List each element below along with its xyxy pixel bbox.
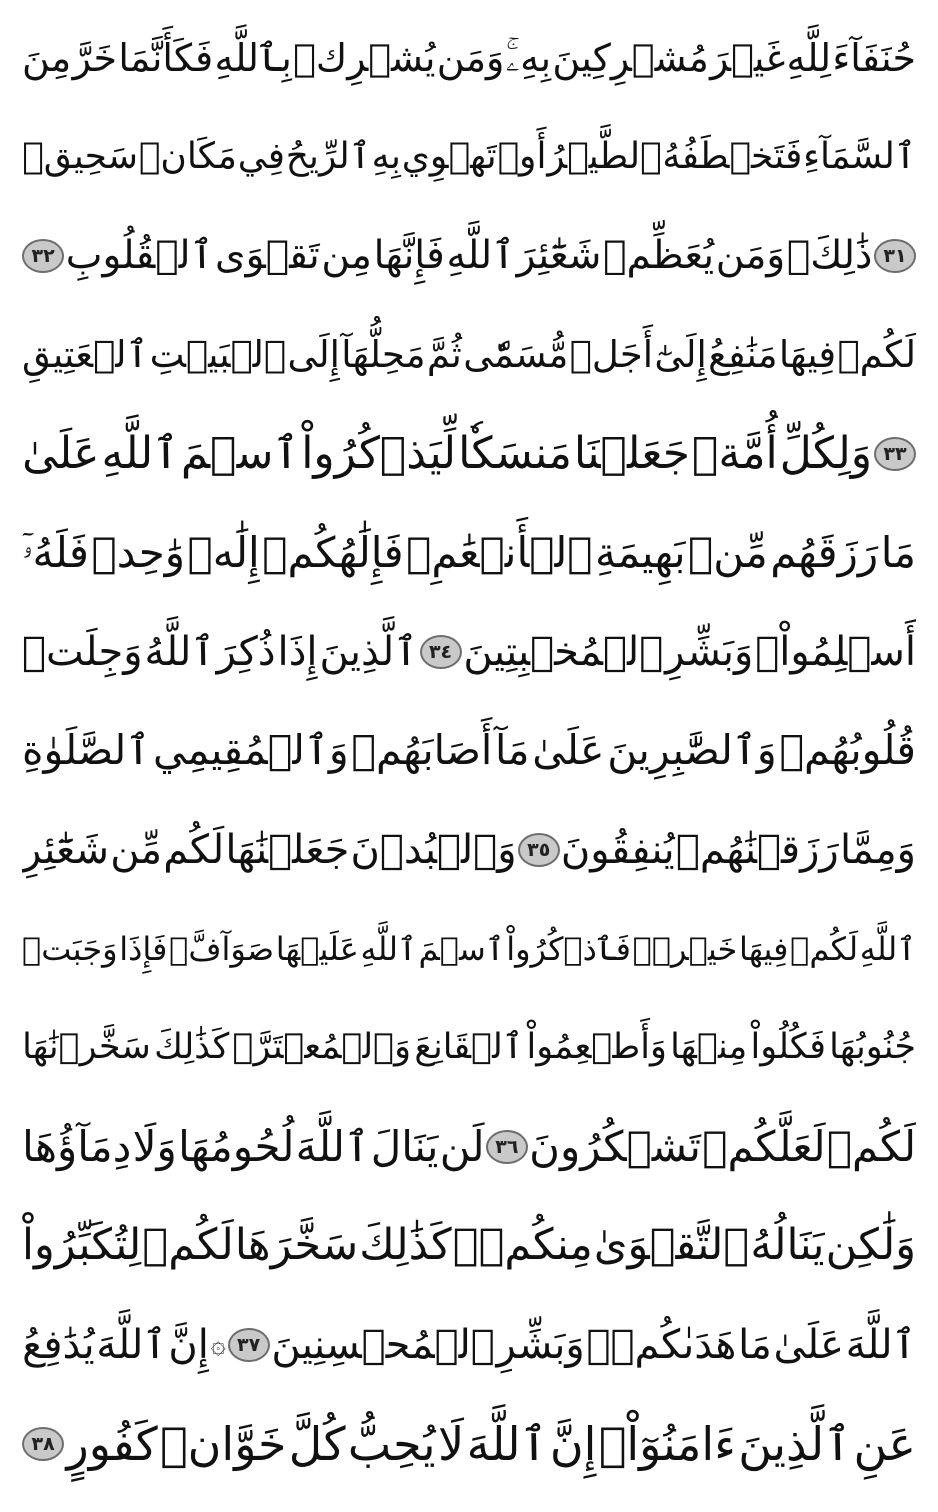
verse-word: ٱلصَّلَوٰةِ: [22, 726, 151, 774]
verse-word: بِهِۦۚ: [505, 35, 552, 80]
verse-word: عَلَىٰ: [773, 1321, 844, 1368]
verse-word: ذَٰلِكَۖ: [786, 233, 873, 278]
verse-word: لَكُمۡ: [826, 1121, 916, 1171]
verse-word: ٱلتَّقۡوَىٰ: [593, 1220, 750, 1270]
verse-word: يُدَٰفِعُ: [22, 1321, 95, 1368]
verse-word: إِذَا: [277, 628, 318, 675]
verse-word: مَنَٰفِعُ: [708, 333, 778, 376]
verse-word: وَٱلصَّٰبِرِينَ: [607, 726, 777, 774]
verse-word: ٱلطَّيۡرُ: [547, 135, 662, 177]
verse-word: تَقۡوَى: [215, 233, 320, 278]
text-line: [22, 899, 916, 998]
text-line: [22, 206, 916, 305]
verse-word: لِلَّهِ: [786, 35, 832, 80]
verse-word: وَٱلۡمُقِيمِي: [153, 726, 349, 774]
verse-word: وَمَن: [715, 233, 786, 278]
verse-word: مَكَانٖ: [138, 135, 237, 177]
verse-word: كَذَٰلِكَ: [154, 1027, 230, 1067]
verse-word: إِنَّ: [168, 1321, 209, 1368]
verse-word: ٱللَّهِ: [446, 233, 516, 278]
verse-word: ثُمَّ: [426, 333, 462, 376]
verse-word: لَن: [439, 1121, 485, 1171]
verse-word: ٱلۡقَانِعَ: [414, 1027, 524, 1067]
text-line: [22, 1394, 916, 1493]
verse-word: لَا: [437, 1416, 465, 1471]
verse-word: مَحِلُّهَآ: [341, 333, 426, 376]
ayah-number-marker: ٣٥: [518, 833, 560, 867]
verse-word: ٱلۡمُحۡسِنِينَ: [271, 1321, 495, 1368]
verse-word: مِّن: [110, 826, 163, 873]
verse-word: هَدَىٰكُمۡۗ: [586, 1321, 737, 1368]
verse-word: قُلُوبُهُمۡ: [779, 726, 916, 774]
verse-word: صَوَآفَّۖ: [169, 929, 275, 968]
verse-word: ٱلۡبَيۡتِ: [149, 333, 287, 376]
verse-word: ٱللَّهَ: [845, 1321, 916, 1368]
verse-word: وَجَبَتۡ: [22, 929, 118, 968]
verse-word: مِنَ: [22, 35, 72, 80]
verse-word: لَعَلَّكُمۡ: [702, 1121, 826, 1171]
verse-word: كَفُورٍ: [66, 1416, 158, 1471]
verse-word: ٱلَّذِينَ: [738, 1416, 852, 1471]
verse-word: سَخَّرۡنَٰهَا: [22, 1027, 151, 1067]
verse-word: يُعَظِّمۡ: [603, 233, 715, 278]
verse-word: تَشۡكُرُونَ: [529, 1121, 701, 1171]
verse-word: رَزَقَهُم: [770, 527, 879, 577]
text-line: [22, 998, 916, 1097]
verse-word: فِيهَا: [778, 333, 837, 376]
verse-word: أَجَلٖ: [569, 333, 654, 376]
verse-word: وَأَطۡعِمُواْ: [526, 1027, 667, 1067]
verse-word: بِٱللَّهِ: [214, 35, 292, 80]
text-line: [22, 1196, 916, 1295]
verse-word: إِلَىٰٓ: [654, 333, 707, 376]
ayah-number-marker: ٣٦: [486, 1130, 528, 1164]
verse-word: ٱلۡمُخۡبِتِينَ: [463, 628, 664, 675]
verse-word: ٱلۡأَنۡعَٰمِۗ: [406, 527, 593, 577]
verse-word: ٱسۡمَ: [418, 929, 505, 968]
verse-word: مِن: [321, 233, 372, 278]
verse-word: فِيهَا: [739, 929, 789, 968]
verse-word: جَعَلۡنَٰهَا: [225, 826, 350, 873]
verse-word: يَنَالُهُ: [750, 1220, 825, 1270]
verse-word: ٱلَّذِينَ: [319, 628, 418, 675]
verse-word: خَرَّ: [72, 35, 118, 80]
verse-word: إِلَٰهٞ: [187, 527, 260, 577]
verse-word: لُحُومُهَا: [178, 1121, 295, 1171]
verse-word: جَعَلۡنَا: [573, 427, 690, 479]
verse-word: لَكُمۡ: [142, 1220, 234, 1270]
verse-word: عَلَيۡهَا: [275, 929, 359, 968]
verse-word: وَمَن: [436, 35, 505, 80]
verse-word: وَٱلۡبُدۡنَ: [350, 826, 517, 873]
verse-word: وَلِكُلِّ: [779, 427, 873, 479]
verse-word: دِمَآؤُهَا: [22, 1121, 132, 1171]
verse-word: ٱلۡعَتِيقِ: [22, 333, 149, 376]
text-line: [22, 1295, 916, 1394]
text-line: [22, 503, 916, 602]
verse-word: لَكُمۡ: [837, 333, 916, 376]
hizb-star-icon: ۞: [210, 1329, 226, 1360]
verse-word: ٱللَّهِ: [360, 929, 417, 968]
verse-word: فَلَهُۥٓ: [22, 527, 89, 577]
verse-word: وَلَٰكِن: [825, 1220, 916, 1270]
verse-word: كُلَّ: [288, 1416, 346, 1471]
verse-word: فَإِنَّهَا: [373, 233, 445, 278]
verse-word: لَكُمۡ: [790, 929, 859, 968]
verse-word: ٱللَّهَ: [96, 1321, 167, 1368]
verse-word: وَلَا: [132, 1121, 177, 1171]
verse-word: ٱللَّهَ: [466, 1416, 548, 1471]
verse-word: يُحِبُّ: [347, 1416, 436, 1471]
text-line: [22, 8, 916, 107]
verse-word: لِّيَذۡكُرُواْ: [301, 427, 457, 479]
verse-word: مُشۡرِكِينَ: [552, 35, 709, 80]
verse-word: إِنَّ: [549, 1416, 597, 1471]
verse-word: تَهۡوِي: [401, 135, 497, 177]
verse-word: مَا: [880, 527, 916, 577]
ayah-number-marker: ٣٢: [22, 239, 64, 273]
verse-word: سَخَّرَهَا: [234, 1220, 359, 1270]
text-line: [22, 305, 916, 404]
verse-word: وَٰحِدٞ: [91, 527, 186, 577]
verse-word: عَنِ: [853, 1416, 916, 1471]
verse-word: ءَامَنُوٓاْۗ: [598, 1416, 736, 1471]
verse-word: فَكُلُواْ: [750, 1027, 826, 1067]
verse-word: مَآ: [495, 726, 530, 774]
verse-word: ٱللَّهُ: [144, 628, 215, 675]
verse-word: وَبَشِّرِ: [665, 628, 754, 675]
verse-word: ٱللَّهِ: [859, 929, 916, 968]
verse-word: حُنَفَآءَ: [832, 35, 916, 80]
verse-word: مِّنۢ: [688, 527, 768, 577]
verse-word: يَنَالَ: [370, 1121, 439, 1171]
verse-word: ٱللَّهَ: [295, 1121, 370, 1171]
verse-word: فَإِذَا: [119, 929, 168, 968]
verse-word: عَلَىٰ: [22, 427, 100, 479]
verse-word: إِلَى: [287, 333, 340, 376]
verse-word: بِهِ: [371, 135, 401, 177]
text-line: [22, 800, 916, 899]
ayah-number-marker: ٣٣: [874, 437, 916, 471]
verse-word: وَجِلَتۡ: [22, 628, 143, 675]
verse-word: شَعَٰٓئِرِ: [22, 826, 109, 873]
verse-word: وَبَشِّرِ: [496, 1321, 585, 1368]
verse-word: ذُكِرَ: [216, 628, 276, 675]
verse-word: مِنكُمۡۚ: [452, 1220, 593, 1270]
verse-word: ٱلسَّمَآءِ: [803, 135, 916, 177]
verse-word: فَٱذۡكُرُواْ: [506, 929, 631, 968]
text-line: [22, 701, 916, 800]
verse-word: فَتَخۡطَفُهُ: [662, 135, 803, 177]
verse-word: مَنسَكٗا: [458, 427, 572, 479]
ayah-number-marker: ٣٧: [228, 1328, 270, 1362]
verse-word: يُشۡرِكۡ: [293, 35, 436, 80]
verse-word: غَيۡرَ: [710, 35, 786, 80]
ayah-number-marker: ٣١: [874, 239, 916, 273]
verse-word: وَمِمَّا: [839, 826, 916, 873]
verse-word: مُّسَمّٗى: [463, 333, 569, 376]
verse-word: لَكُم: [163, 826, 225, 873]
verse-word: ٱسۡمَ: [180, 427, 300, 479]
verse-word: عَلَىٰ: [532, 726, 605, 774]
verse-word: فَإِلَٰهُكُمۡ: [262, 527, 404, 577]
verse-word: أَسۡلِمُواْۗ: [755, 628, 916, 675]
text-line: [22, 1097, 916, 1196]
verse-word: ٱلۡقُلُوبِ: [65, 233, 214, 278]
ayah-number-marker: ٣٤: [420, 635, 462, 669]
verse-word: لِتُكَبِّرُواْ: [22, 1220, 142, 1270]
verse-word: شَعَٰٓئِرَ: [516, 233, 602, 278]
verse-word: كَذَٰلِكَ: [359, 1220, 452, 1270]
text-line: [22, 107, 916, 206]
verse-word: خَوَّانٖ: [160, 1416, 287, 1471]
verse-word: يُنفِقُونَ: [560, 826, 675, 873]
verse-word: أُمَّةٖ: [691, 427, 778, 479]
ayah-number-marker: ٣٨: [22, 1427, 64, 1461]
verse-word: بَهِيمَةِ: [594, 527, 686, 577]
verse-word: أَوۡ: [497, 135, 547, 177]
verse-word: خَيۡرٞۖ: [632, 929, 738, 968]
verse-word: أَصَابَهُمۡ: [351, 726, 493, 774]
verse-word: ٱللَّهِ: [101, 427, 179, 479]
verse-word: رَزَقۡنَٰهُمۡ: [675, 826, 839, 873]
verse-word: فَكَأَنَّمَا: [118, 35, 214, 80]
verse-word: مَا: [738, 1321, 772, 1368]
verse-word: فِي: [237, 135, 285, 177]
verse-word: ٱلرِّيحُ: [285, 135, 371, 177]
verse-word: سَحِيقٖ: [22, 135, 139, 177]
text-line: [22, 404, 916, 503]
verse-word: مِنۡهَا: [670, 1027, 748, 1067]
verse-word: جُنُوبُهَا: [829, 1027, 916, 1067]
text-line: [22, 602, 916, 701]
verse-word: وَٱلۡمُعۡتَرَّۚ: [232, 1027, 412, 1067]
